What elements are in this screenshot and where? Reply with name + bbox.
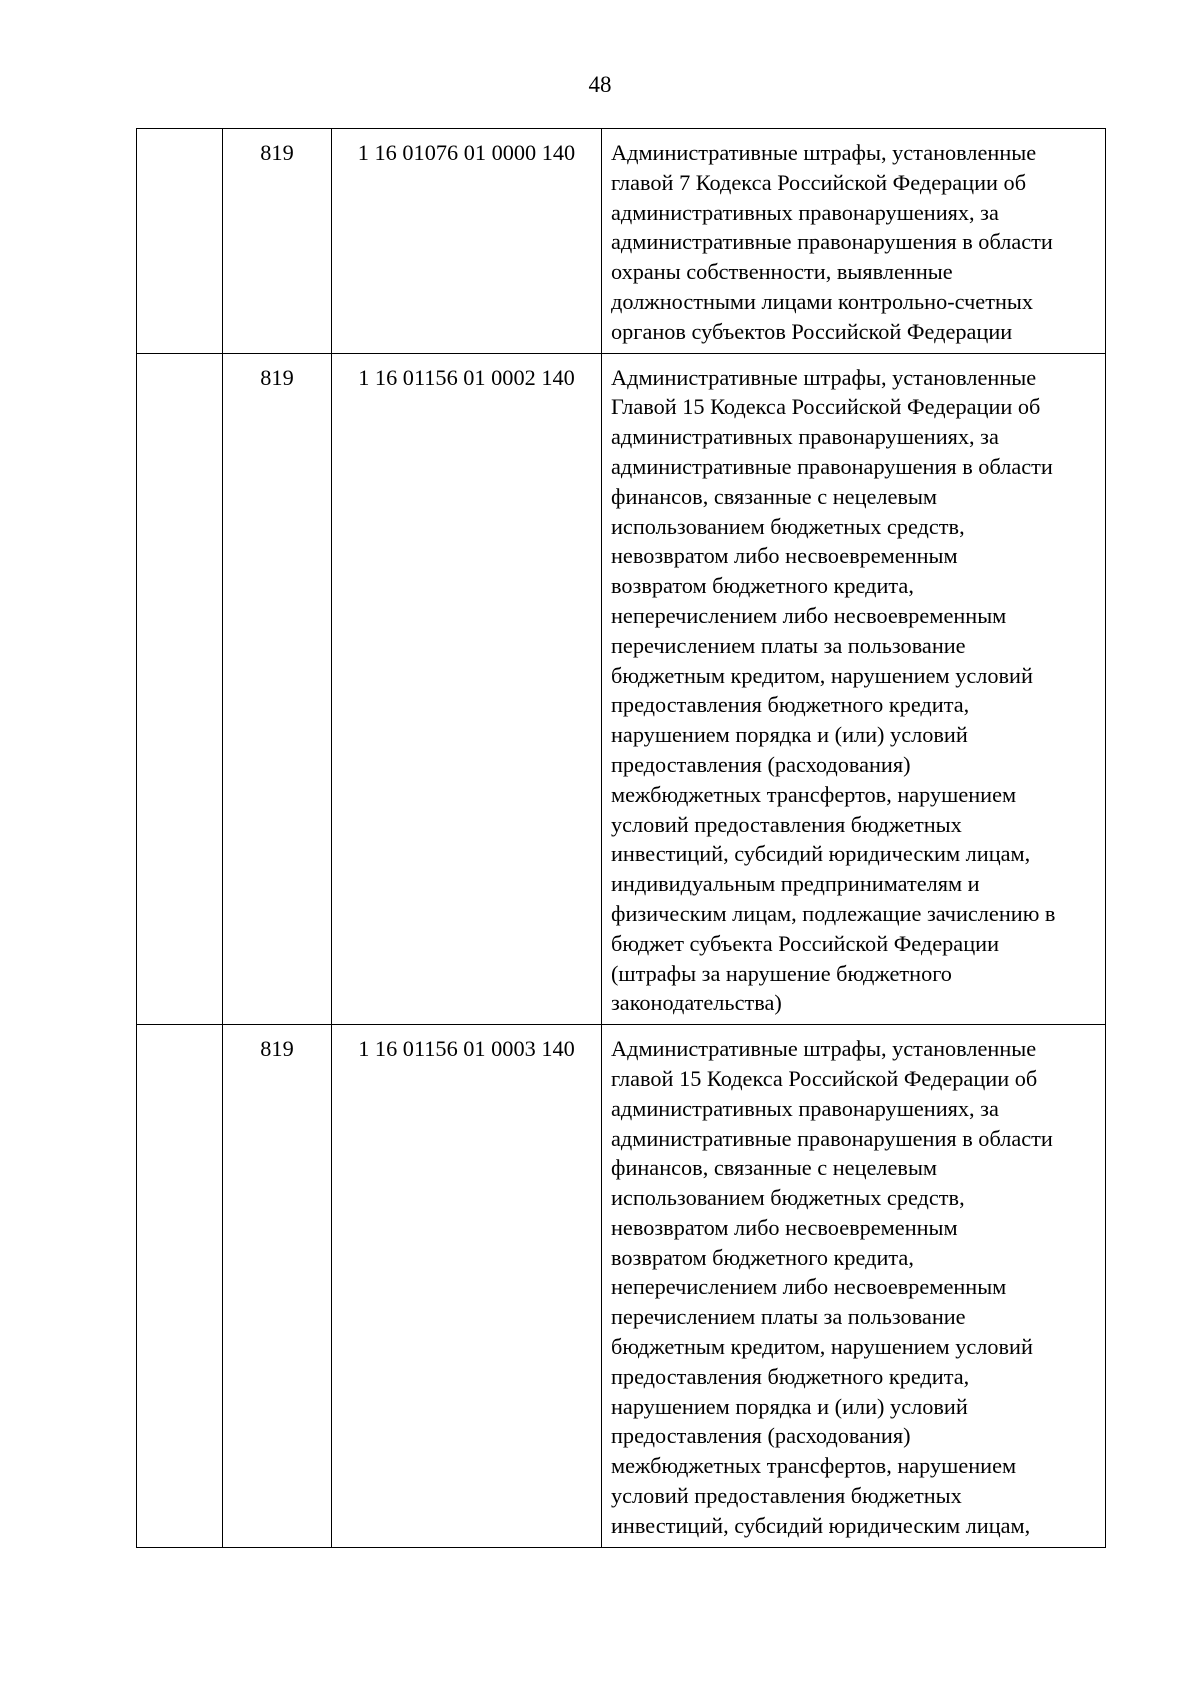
empty-cell [137, 1025, 223, 1548]
description-cell: Административные штрафы, установленные главой 7 Кодекса Российской Федерации об административных правонарушениях, за административные правонарушения в области охраны собственности, выявленные должностными лицами контрольно-счетных органов субъектов Российской Федерации [602, 129, 1106, 354]
description-cell: Административные штрафы, установленные Главой 15 Кодекса Российской Федерации об административных правонарушениях, за административные правонарушения в области финансов, связанные с нецелевым использованием бюджетных средств, невозвратом либо несвоевременным возвратом бюджетного кредита, неперечислением либо несвоевременным перечислением платы за пользование бюджетным кредитом, нарушением условий предоставления бюджетного кредита, нарушением порядка и (или) условий предоставления (расходования) межбюджетных трансфертов, нарушением условий предоставления бюджетных инвестиций, субсидий юридическим лицам, индивидуальным предпринимателям и физическим лицам, подлежащие зачислению в бюджет субъекта Российской Федерации (штрафы за нарушение бюджетного законодательства) [602, 353, 1106, 1025]
kbk-code-cell: 1 16 01076 01 0000 140 [332, 129, 602, 354]
kbk-code-cell: 1 16 01156 01 0003 140 [332, 1025, 602, 1548]
table-row [137, 1025, 1106, 1548]
table-row [137, 353, 1106, 1025]
kbk-code-cell: 1 16 01156 01 0002 140 [332, 353, 602, 1025]
table-row [137, 129, 1106, 354]
admin-code-cell: 819 [223, 129, 332, 354]
page-number: 48 [588, 72, 612, 97]
admin-code-cell: 819 [223, 1025, 332, 1548]
empty-cell [137, 353, 223, 1025]
admin-code-cell: 819 [223, 353, 332, 1025]
description-cell: Административные штрафы, установленные главой 15 Кодекса Российской Федерации об административных правонарушениях, за административные правонарушения в области финансов, связанные с нецелевым использованием бюджетных средств, невозвратом либо несвоевременным возвратом бюджетного кредита, неперечислением либо несвоевременным перечислением платы за пользование бюджетным кредитом, нарушением условий предоставления бюджетного кредита, нарушением порядка и (или) условий предоставления (расходования) межбюджетных трансфертов, нарушением условий предоставления бюджетных инвестиций, субсидий юридическим лицам, [602, 1025, 1106, 1548]
budget-codes-table [136, 128, 1106, 1548]
empty-cell [137, 129, 223, 354]
